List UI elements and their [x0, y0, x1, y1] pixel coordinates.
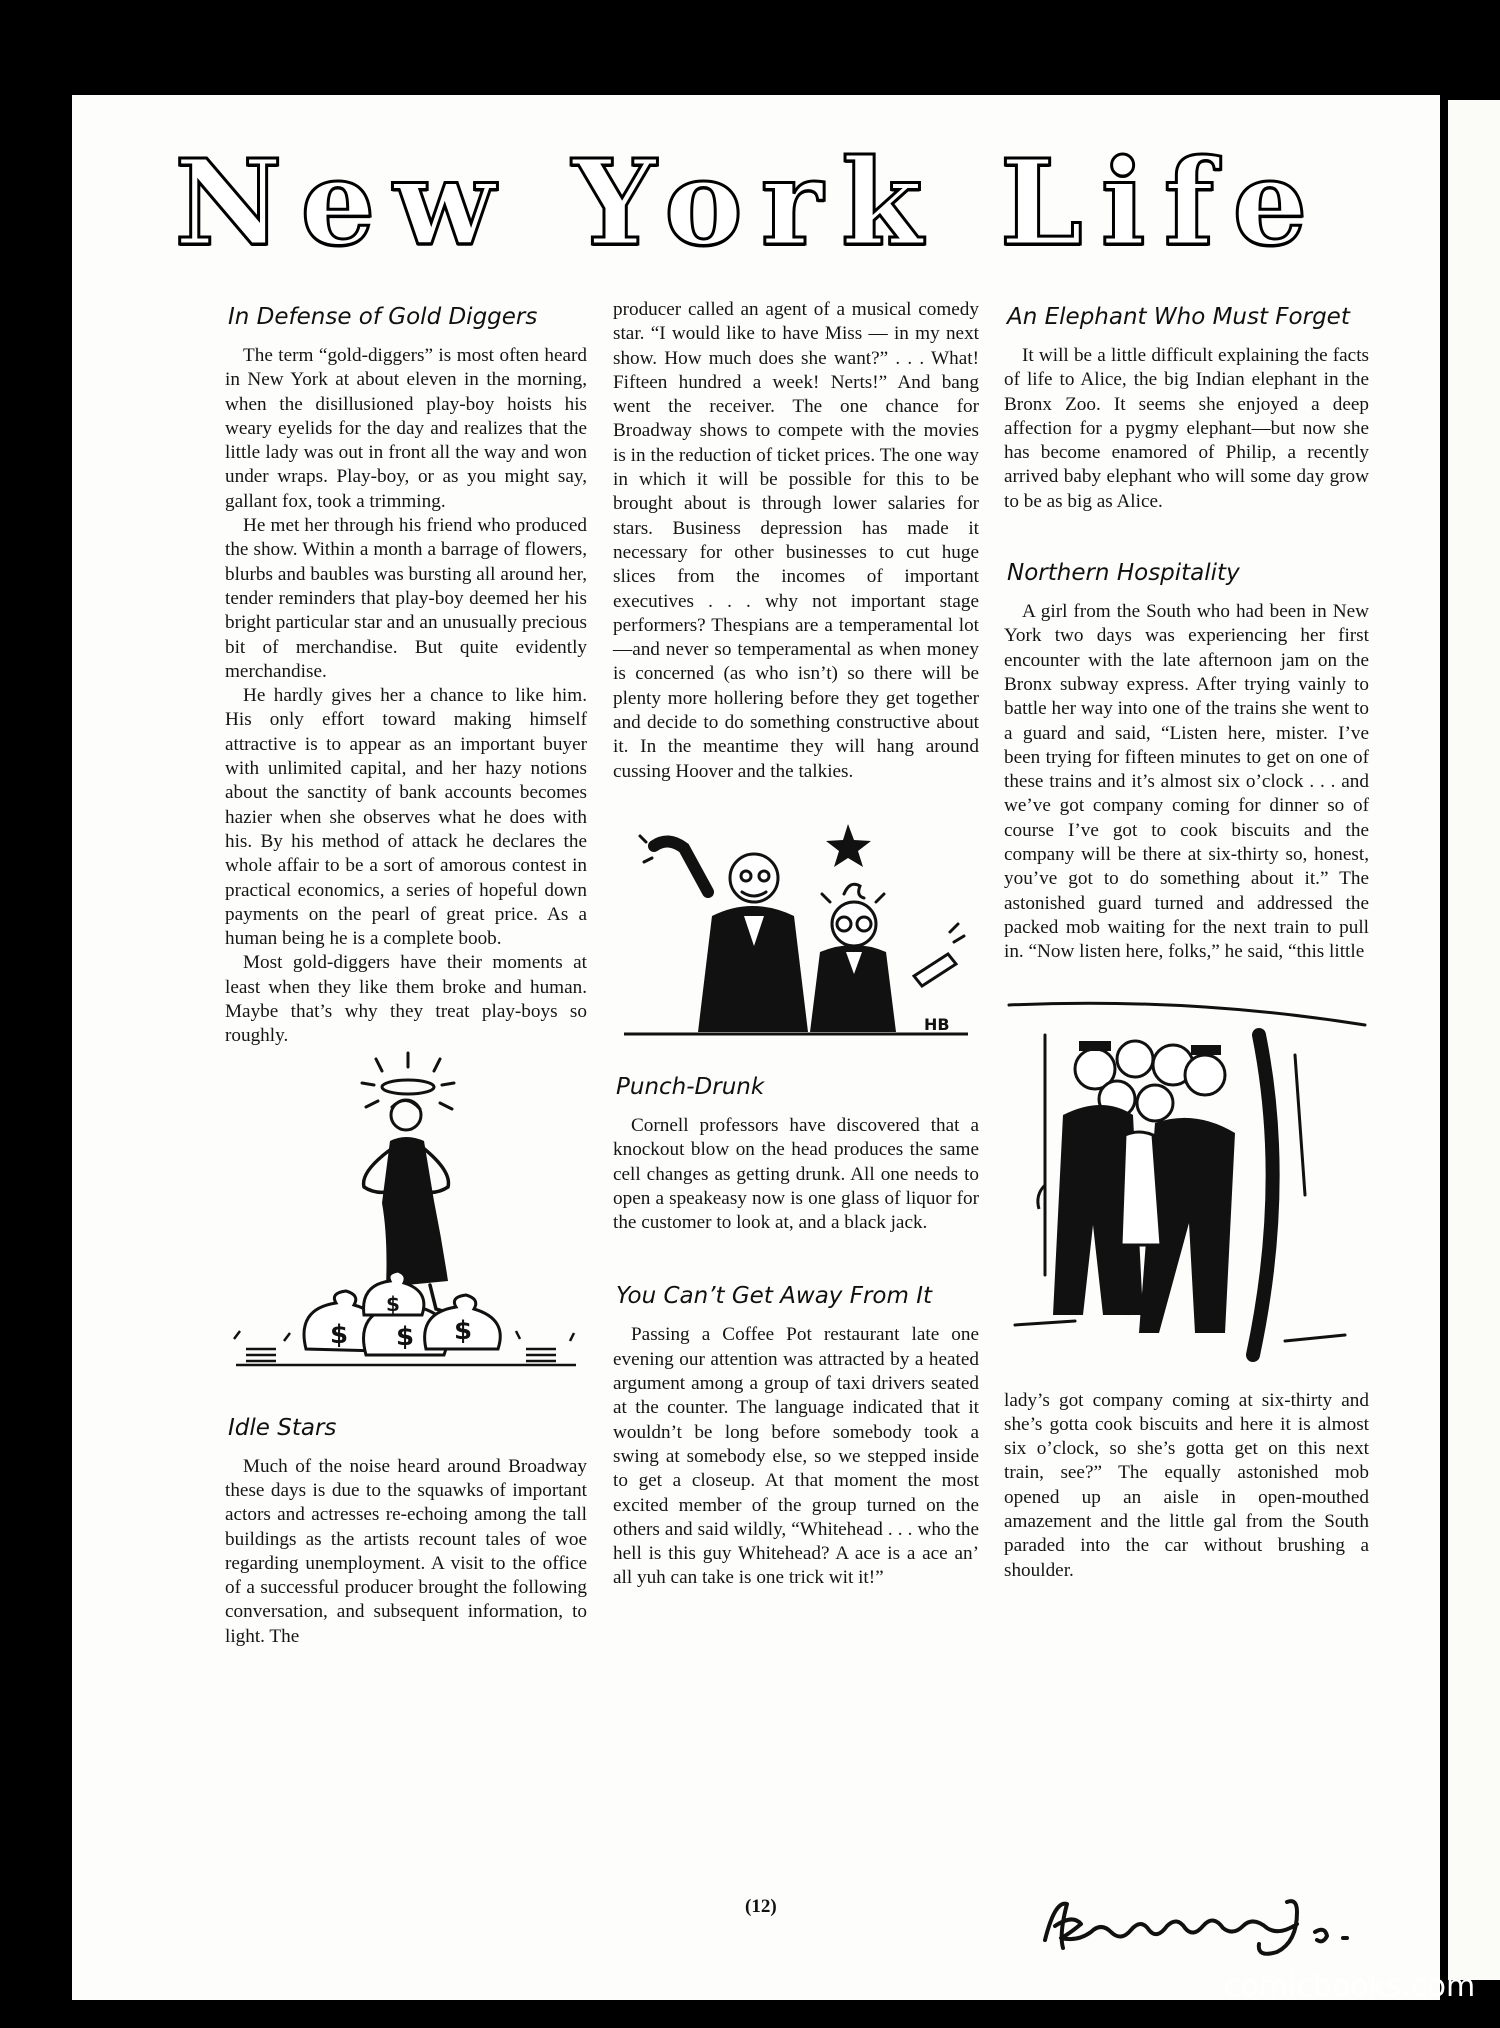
article-title-cant-get-away: You Can’t Get Away From It [616, 1283, 932, 1310]
paragraph: He met her through his friend who produced the show. Within a month a barrage of flowers, blurbs and baubles was bursting all around her, tender reminders that play-boy deemed her his bright particular star and an unusually precious bit of merchandise. But quite evidently merchandise. [225, 515, 587, 682]
article-title-idle-stars: Idle Stars [228, 1414, 337, 1441]
column-3 [1004, 298, 1369, 1583]
watermark: comicbooks.com [1224, 1969, 1476, 2004]
article-title-elephant: An Elephant Who Must Forget [1007, 304, 1350, 330]
svg-text:$: $ [396, 1321, 415, 1352]
cartoon-initials: HB [924, 1014, 950, 1034]
paragraph: lady’s got company coming at six-thirty and she’s gotta cook biscuits and here it is almost six o’clock, so she’s gotta get on this next train, see?” The equally astonished mob opened up an aisle in open-mouthed amazement and the little gal from the South paraded into the car without brushing a shoulder. [1004, 1389, 1369, 1581]
svg-text:$: $ [454, 1315, 473, 1346]
paragraph: The term “gold-diggers” is most often heard in New York at about eleven in the morning, when the disillusioned play-boy hoists his weary eyelids for the day and realizes that the little lady was out in front all the way and won under wraps. Play-boy, or as you might say, gallant fox, took a trimming. [225, 345, 587, 512]
article-title-punch-drunk: Punch-Drunk [616, 1073, 765, 1100]
paragraph: A girl from the South who had been in New York two days was experiencing her first encounter with the late afternoon jam on the Bronx subway express. After trying vainly to battle her way into one of the trains she went to a guard and said, “Listen here, mister. I’ve been trying for fifteen minutes to get on one of these trains and it’s almost six o’clock . . . and we’ve got company coming for dinner so of course I’ve got to cook biscuits and the company will be there at six-thirty so, honest, you’ve got to do something about it.” The astonished guard turned and addressed the packed mob waiting for the next train to pull in. “Now listen here, folks,” he said, “this little [1004, 601, 1369, 963]
masthead-title: New York Life [174, 133, 1326, 272]
subway-crowd-cartoon [1005, 995, 1369, 1363]
paragraph: He hardly gives her a chance to like him. His only effort toward making himself attractive is to appear as an important buyer with unlimited capital, and her hazy notions about the sanctity of bank accounts becomes hazier when she observes what he does with his. By his method of attack he declares the whole affair to be a sort of amorous contest in practical economics, a series of hopeful down payments on the pearl of great price. As a human being he is a complete boob. [225, 685, 587, 950]
paragraph: producer called an agent of a musical comedy star. “I would like to have Miss — in my next show. How much does she want?” . . . What! Fifteen hundred a week! Nerts!” And bang went the receiver. The one chance for Broadway shows to compete with the movies is in the reduction of ticket prices. The one way in which it will be possible for this to be brought about is through lower salaries for stars. Business depression has made it necessary for other businesses to cut huge slices from the incomes of important executives . . . why not important stage performers? Thespians are a temperamental lot—and never so temperamental as when money is concerned (as who isn’t) so there will be plenty more hollering before they get together and decide to do something constructive about it. In the meantime they will hang around cussing Hoover and the talkies. [613, 299, 979, 782]
paragraph: Most gold-diggers have their moments at least when they like them broke and human. Maybe that’s why they treat play-boys so roughly. [225, 952, 587, 1047]
punch-drunk-cartoon [614, 806, 978, 1046]
article-title-northern-hospitality: Northern Hospitality [1007, 560, 1240, 587]
paragraph: Much of the noise heard around Broadway these days is due to the squawks of important actors and actresses re-echoing among the tall buildings as the artists recount tales of woe regarding unemployment. A visit to the office of a successful producer brought the following conversation, and subsequent information, to light. The [225, 1455, 587, 1647]
paragraph: It will be a little difficult explaining the facts of life to Alice, the big Indian elephant in the Bronx Zoo. It seems she enjoyed a deep affection for a pygmy elephant—but now she has become enamored of Philip, a recently arrived baby elephant who will some day grow to be as big as Alice. [1004, 345, 1369, 512]
column-1 [225, 298, 587, 1649]
paragraph: Passing a Coffee Pot restaurant late one evening our attention was attracted by a heated argument among a group of taxi drivers seated at the counter. The language indicated that it wouldn’t be long before somebody took a swing at somebody else, so we stepped inside to get a closeup. At that moment the most excited member of the group turned on the others and said wildly, “Whitehead . . . who the hell is this guy Whitehead? A ace is a ace an’ all yuh can take is one trick wit it!” [613, 1324, 979, 1589]
gold-digger-illustration [226, 1049, 586, 1379]
page-number: (12) [745, 1896, 777, 1917]
svg-text:$: $ [386, 1291, 400, 1316]
paragraph: Cornell professors have discovered that a knockout blow on the head produces the same cell changes as getting drunk. All one needs to open a speakeasy now is one glass of liquor for the customer to look at, and a black jack. [613, 1114, 979, 1234]
facing-page-edge [1448, 100, 1500, 1980]
column-2 [613, 298, 979, 1591]
article-title-gold-diggers: In Defense of Gold Diggers [228, 304, 538, 330]
signature [1025, 1880, 1365, 1970]
svg-text:$: $ [330, 1319, 349, 1350]
